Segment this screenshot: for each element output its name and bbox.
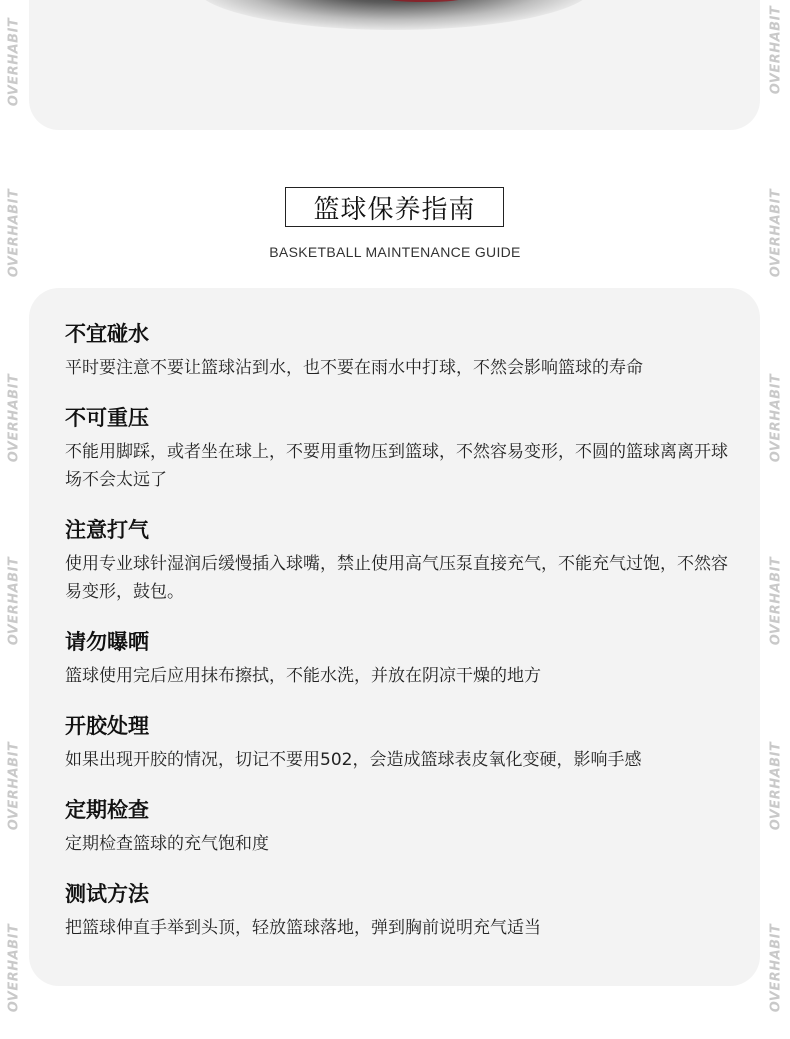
brand-watermark: OVERHABIT (768, 923, 784, 1013)
page-subtitle: BASKETBALL MAINTENANCE GUIDE (269, 244, 521, 260)
guide-section-check (65, 796, 735, 858)
brand-watermark: OVERHABIT (6, 556, 22, 646)
section-body: 把篮球伸直手举到头顶，轻放篮球落地，弹到胸前说明充气适当 (65, 918, 541, 938)
section-body: 平时要注意不要让篮球沾到水，也不要在雨水中打球，不然会影响篮球的寿命 (65, 358, 643, 378)
section-title: 注意打气 (65, 518, 149, 542)
brand-watermark: OVERHABIT (6, 17, 22, 107)
guide-section-water (65, 320, 735, 382)
brand-watermark: OVERHABIT (6, 923, 22, 1013)
section-title: 测试方法 (65, 882, 149, 906)
section-title: 定期检查 (65, 798, 149, 822)
guide-section-pressure (65, 404, 735, 494)
brand-watermark: OVERHABIT (768, 373, 784, 463)
section-title: 开胶处理 (65, 714, 149, 738)
basketball-shadow (194, 0, 594, 30)
guide-section-test (65, 880, 735, 942)
brand-watermark: OVERHABIT (6, 188, 22, 278)
section-body: 如果出现开胶的情况，切记不要用502，会造成篮球表皮氧化变硬，影响手感 (65, 750, 642, 770)
brand-watermark: OVERHABIT (6, 741, 22, 831)
guide-section-inflation (65, 516, 735, 606)
left-watermark-column (4, 0, 24, 1039)
section-title: 请勿曝晒 (65, 630, 149, 654)
section-body: 使用专业球针湿润后缓慢插入球嘴，禁止使用高气压泵直接充气，不能充气过饱，不然容易变形，鼓包。 (65, 554, 728, 602)
right-watermark-column (766, 0, 786, 1039)
page-title: 篮球保养指南 (285, 187, 504, 227)
product-image-card (29, 0, 760, 130)
guide-section-glue (65, 712, 735, 774)
section-body: 定期检查篮球的充气饱和度 (65, 834, 269, 854)
brand-watermark: OVERHABIT (768, 5, 784, 95)
brand-watermark: OVERHABIT (768, 188, 784, 278)
brand-watermark: OVERHABIT (768, 741, 784, 831)
section-title: 不可重压 (65, 406, 149, 430)
section-title: 不宜碰水 (65, 322, 149, 346)
section-body: 篮球使用完后应用抹布擦拭，不能水洗，并放在阴凉干燥的地方 (65, 666, 541, 686)
section-body: 不能用脚踩，或者坐在球上，不要用重物压到篮球，不然容易变形，不圆的篮球离离开球场不会太远了 (65, 442, 728, 490)
maintenance-guide-card (29, 288, 760, 986)
brand-watermark: OVERHABIT (6, 373, 22, 463)
brand-watermark: OVERHABIT (768, 556, 784, 646)
guide-section-sunlight (65, 628, 735, 690)
